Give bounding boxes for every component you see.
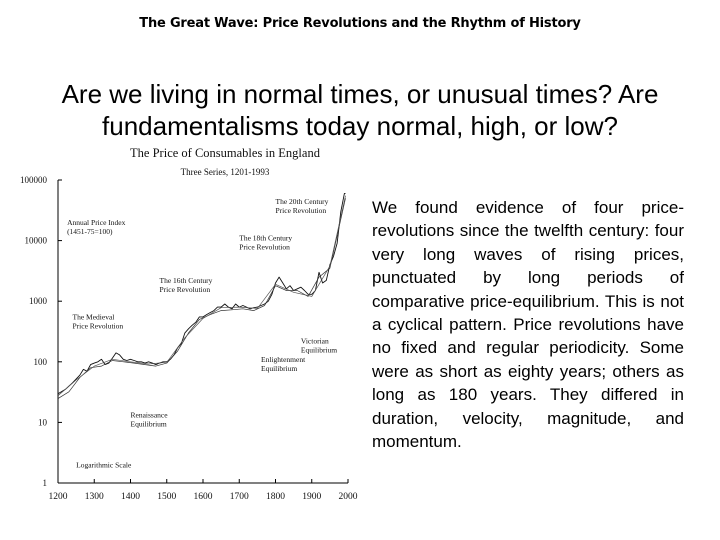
chart-annotations bbox=[67, 197, 337, 469]
annotation-line: Price Revolution bbox=[275, 206, 327, 216]
y-tick-label: 1 bbox=[42, 478, 47, 488]
annotation-line: Enlightenment bbox=[261, 354, 306, 364]
body-paragraph: We found evidence of four price-revolutions since the twelfth century: four very long waves of rising prices, punctuated by long periods of comparative price-equilibrium. This is not a cyclical pattern. Price revolutions have no fixed and regular periodicity. Some were as short as eighty years; others as long as 180 years. They differed in duration, velocity, magnitude, and momentum. bbox=[372, 198, 684, 452]
x-tick-label: 1500 bbox=[157, 492, 177, 502]
chart-annotation bbox=[131, 411, 169, 429]
chart-annotation bbox=[239, 234, 292, 252]
y-tick-label: 10 bbox=[38, 417, 47, 428]
annotation-line: The Medieval bbox=[72, 312, 115, 322]
y-tick-label: 1000 bbox=[29, 296, 47, 307]
annotation-line: Price Revolution bbox=[159, 284, 211, 294]
chart-annotation bbox=[301, 337, 337, 355]
chart-annotation bbox=[73, 312, 124, 330]
price-chart bbox=[0, 140, 365, 510]
annotation-line: The 16th Century bbox=[159, 275, 213, 285]
annotation-line: The 20th Century bbox=[275, 197, 329, 207]
x-tick-label: 1200 bbox=[48, 492, 68, 502]
annotation-line: Equilibrium bbox=[261, 363, 298, 373]
x-tick-label: 2000 bbox=[338, 492, 358, 502]
slide-title: The Great Wave: Price Revolutions and the Rhythm of History bbox=[139, 16, 581, 31]
x-tick-label: 1900 bbox=[302, 492, 322, 502]
annotation-line: Equilibrium bbox=[130, 419, 167, 429]
x-tick-label: 1600 bbox=[193, 492, 213, 502]
index-note-line: (1451-75=100) bbox=[67, 227, 113, 237]
x-tick-label: 1700 bbox=[229, 492, 249, 502]
x-tick-label: 1400 bbox=[121, 492, 140, 502]
chart-subtitle: Three Series, 1201-1993 bbox=[180, 167, 270, 177]
annotation-line: The 18th Century bbox=[239, 233, 293, 243]
chart-annotation bbox=[160, 276, 213, 294]
x-tick-label: 1300 bbox=[84, 492, 104, 502]
slide-question: Are we living in normal times, or unusual times? Are fundamentalisms today normal, high, or low? bbox=[61, 79, 659, 141]
annotation-line: Renaissance bbox=[130, 410, 168, 420]
x-tick-label: 1800 bbox=[266, 492, 285, 502]
y-tick-label: 10000 bbox=[24, 235, 47, 246]
scale-note: Logarithmic Scale bbox=[76, 460, 132, 470]
y-tick-label: 100000 bbox=[20, 175, 47, 185]
chart-annotation bbox=[276, 197, 329, 215]
annotation-line: Equilibrium bbox=[300, 345, 338, 355]
index-note-line: Annual Price Index bbox=[67, 218, 126, 228]
y-tick-label: 100 bbox=[33, 356, 47, 367]
annotation-line: Price Revolution bbox=[72, 321, 124, 331]
annotation-line: Victorian bbox=[300, 336, 329, 346]
index-note bbox=[67, 218, 126, 236]
price-chart-svg bbox=[0, 140, 365, 510]
chart-annotation bbox=[261, 355, 306, 373]
chart-title: The Price of Consumables in England bbox=[130, 146, 320, 160]
annotation-line: Price Revolution bbox=[239, 242, 290, 252]
